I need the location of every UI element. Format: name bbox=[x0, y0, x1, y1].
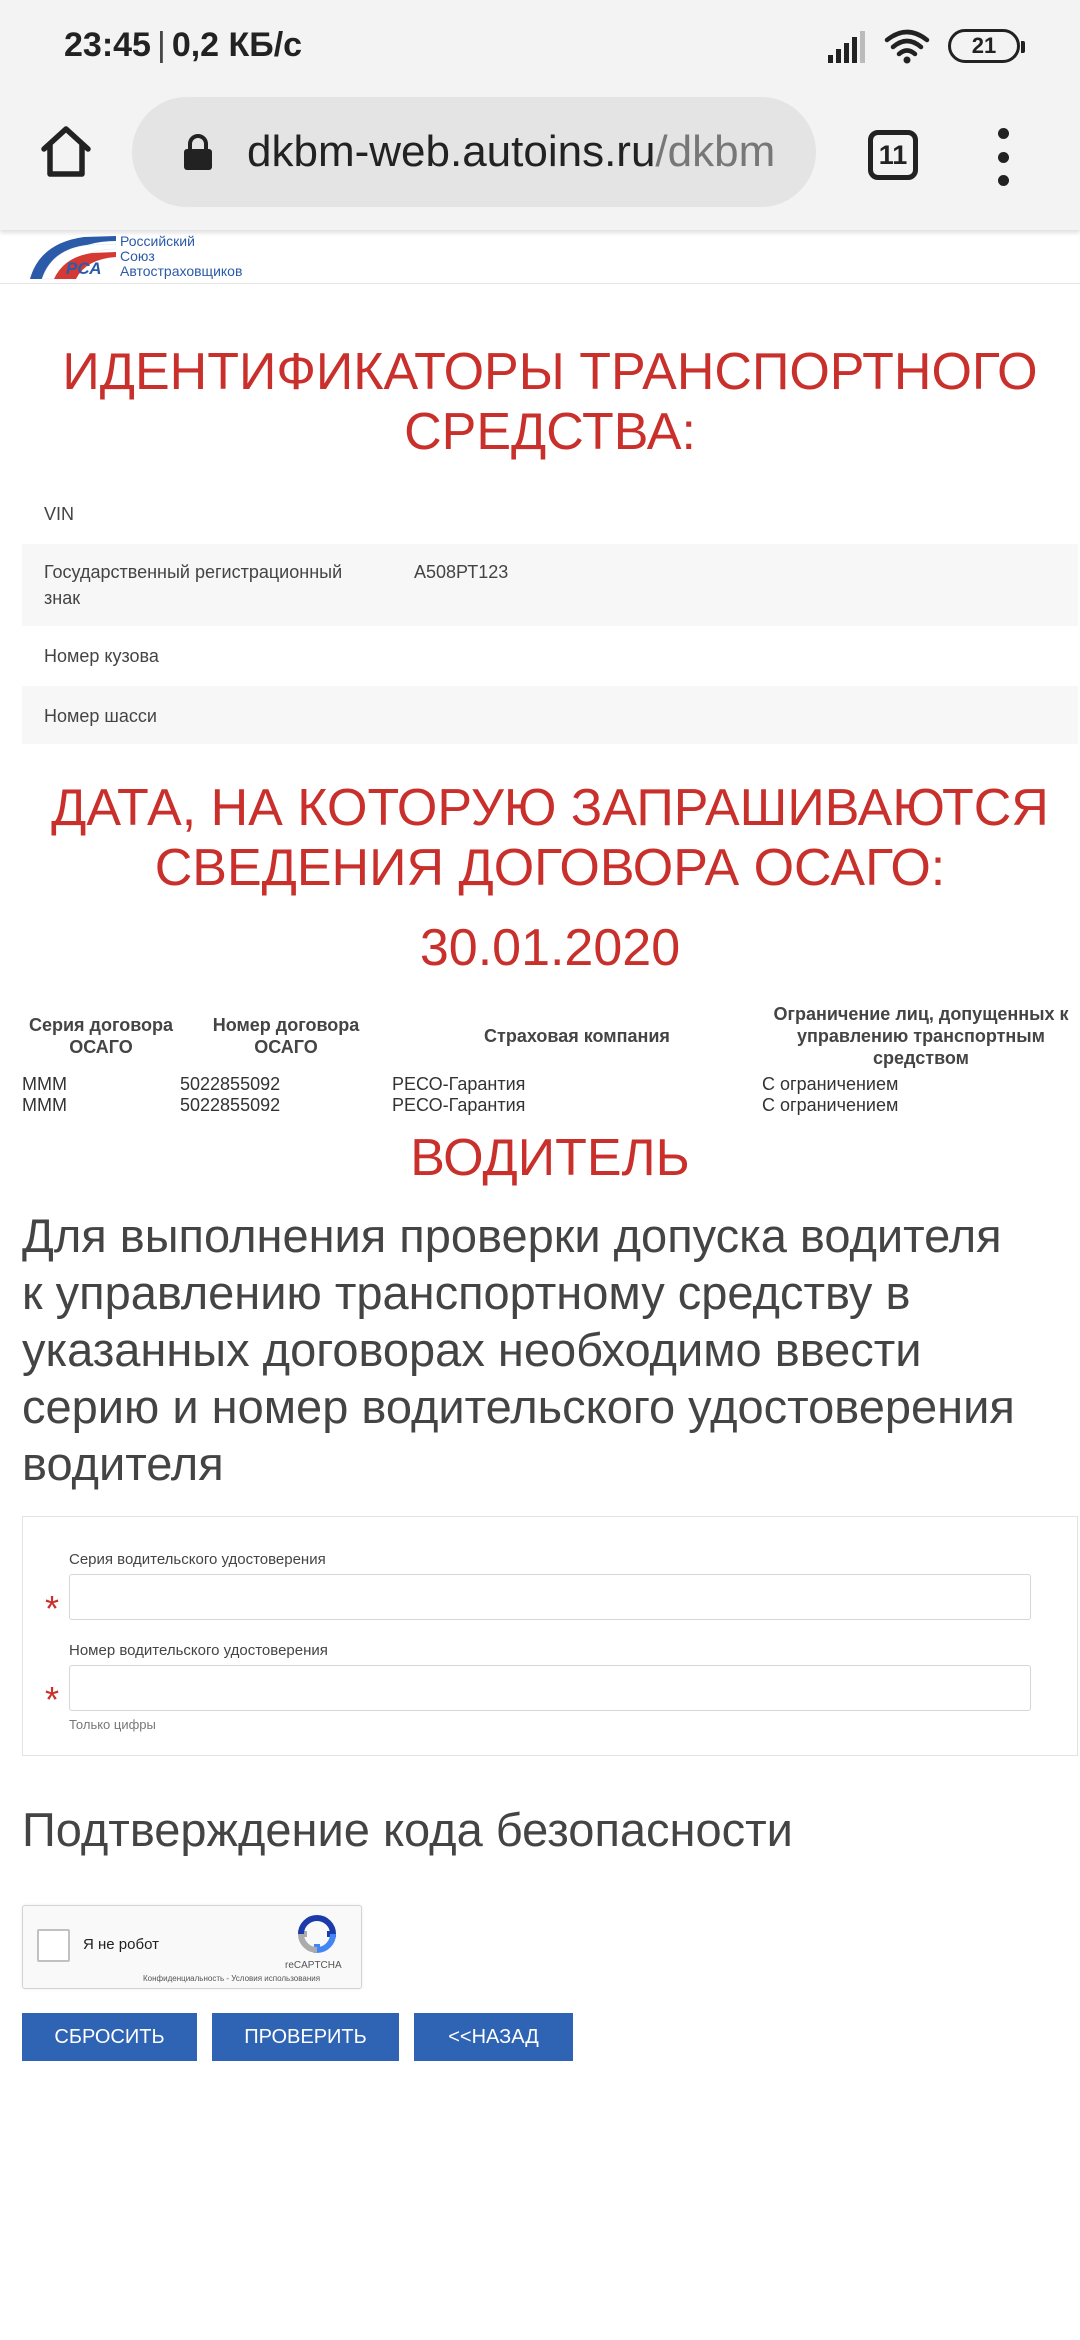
request-date-value: 30.01.2020 bbox=[419, 919, 681, 977]
reset-button[interactable]: СБРОСИТЬ bbox=[22, 2013, 197, 2061]
license-number-input[interactable] bbox=[69, 1665, 1031, 1711]
vehicle-identifiers-heading bbox=[40, 342, 1060, 462]
table-row bbox=[22, 484, 1078, 544]
column-header-series bbox=[22, 998, 180, 1074]
tab-switcher-button[interactable]: 11 bbox=[868, 130, 918, 180]
status-left bbox=[64, 26, 302, 65]
table-row bbox=[22, 1074, 1080, 1095]
driver-instructions-line: Для выполнения проверки допуска водителя bbox=[22, 1209, 1002, 1262]
address-bar[interactable] bbox=[132, 97, 816, 207]
lock-icon bbox=[182, 133, 214, 171]
table-header-row bbox=[22, 998, 1080, 1074]
series-header-line-2: ОСАГО bbox=[69, 1037, 133, 1057]
recaptcha-checkbox[interactable] bbox=[37, 1929, 70, 1962]
table-row bbox=[22, 626, 1078, 686]
recaptcha-icon bbox=[297, 1914, 337, 1954]
contract-company: РЕСО-Гарантия bbox=[392, 1095, 526, 1115]
column-header-number: Номер договора ОСАГО bbox=[212, 1015, 360, 1057]
vin-label: VIN bbox=[44, 504, 75, 524]
status-time: 23:45 bbox=[64, 26, 151, 64]
date-heading-line-2: СВЕДЕНИЯ ДОГОВОРА ОСАГО: bbox=[154, 839, 946, 897]
status-separator: | bbox=[156, 26, 166, 64]
logo-mark-text: РСА bbox=[66, 259, 102, 278]
driver-instructions-line: водителя bbox=[22, 1437, 224, 1490]
vehicle-identifiers-table bbox=[22, 484, 1078, 744]
overflow-menu-icon[interactable] bbox=[985, 128, 1021, 186]
battery-icon: 21 bbox=[948, 29, 1020, 63]
home-icon[interactable] bbox=[36, 122, 96, 182]
table-row bbox=[22, 1095, 1080, 1116]
status-bar bbox=[0, 0, 1080, 90]
license-number-label: Номер водительского удостоверения bbox=[69, 1642, 328, 1659]
column-header-limit bbox=[762, 998, 1080, 1074]
license-series-input[interactable] bbox=[69, 1574, 1031, 1620]
rsa-logo[interactable] bbox=[26, 235, 116, 281]
plate-value: А508РТ123 bbox=[414, 562, 509, 582]
license-number-hint: Только цифры bbox=[69, 1717, 156, 1732]
required-mark: * bbox=[45, 1588, 60, 1629]
body-number-label: Номер кузова bbox=[44, 646, 159, 666]
plate-label-line-1: Государственный регистрационный bbox=[44, 562, 343, 582]
required-mark: * bbox=[45, 1679, 60, 1720]
network-speed: 0,2 КБ/с bbox=[171, 26, 303, 64]
driver-instructions-line: к управлению транспортному средству в bbox=[22, 1266, 911, 1319]
chassis-number-label: Номер шасси bbox=[44, 706, 157, 726]
contract-series: МММ bbox=[22, 1074, 67, 1094]
limit-header-line-2: управлению транспортным bbox=[797, 1026, 1045, 1046]
table-row bbox=[22, 544, 1078, 626]
column-header-company: Страховая компания bbox=[484, 1026, 670, 1046]
contract-number: 5022855092 bbox=[180, 1074, 281, 1094]
vehicle-heading-line-1: ИДЕНТИФИКАТОРЫ ТРАНСПОРТНОГО bbox=[62, 343, 1038, 401]
contract-limit: С ограничением bbox=[762, 1074, 899, 1094]
captcha-heading: Подтверждение кода безопасности bbox=[22, 1803, 793, 1856]
logo-text bbox=[120, 234, 242, 279]
site-header bbox=[0, 232, 1080, 284]
driver-heading: ВОДИТЕЛЬ bbox=[410, 1129, 690, 1187]
signal-icon bbox=[826, 29, 866, 63]
date-heading-line-1: ДАТА, НА КОТОРУЮ ЗАПРАШИВАЮТСЯ bbox=[51, 779, 1049, 837]
contract-series: МММ bbox=[22, 1095, 67, 1115]
vehicle-heading-line-2: СРЕДСТВА: bbox=[404, 403, 696, 461]
driver-instructions-line: указанных договорах необходимо ввести bbox=[22, 1323, 922, 1376]
plate-label-line-2: знак bbox=[44, 588, 81, 608]
request-date-heading bbox=[40, 778, 1060, 898]
contract-limit: С ограничением bbox=[762, 1095, 899, 1115]
license-series-label: Серия водительского удостоверения bbox=[69, 1551, 326, 1568]
logo-line-3: Автостраховщиков bbox=[120, 263, 243, 279]
table-row bbox=[22, 686, 1078, 744]
license-form bbox=[22, 1516, 1078, 1756]
status-icons bbox=[826, 28, 1020, 64]
recaptcha-terms-link[interactable]: Конфиденциальность - Условия использования bbox=[143, 1974, 321, 1983]
url-path: /dkbm bbox=[655, 127, 776, 176]
check-button[interactable]: ПРОВЕРИТЬ bbox=[212, 2013, 399, 2061]
limit-header-line-1: Ограничение лиц, допущенных к bbox=[773, 1004, 1069, 1024]
url-text bbox=[247, 127, 807, 177]
plate-label bbox=[44, 559, 414, 611]
limit-header-line-3: средством bbox=[873, 1048, 969, 1068]
series-header-line-1: Серия договора bbox=[28, 1015, 174, 1035]
contracts-table bbox=[22, 998, 1080, 1116]
url-domain: dkbm-web.autoins.ru bbox=[247, 127, 656, 176]
logo-line-1: Российский bbox=[120, 233, 195, 249]
recaptcha-widget bbox=[22, 1905, 362, 1989]
contract-company: РЕСО-Гарантия bbox=[392, 1074, 526, 1094]
contract-number: 5022855092 bbox=[180, 1095, 281, 1115]
wifi-icon bbox=[884, 28, 930, 64]
recaptcha-label: Я не робот bbox=[83, 1936, 159, 1953]
driver-instructions bbox=[22, 1207, 1080, 1492]
driver-instructions-line: серию и номер водительского удостоверения bbox=[22, 1380, 1015, 1433]
logo-line-2: Союз bbox=[120, 248, 155, 264]
back-button[interactable]: <<НАЗАД bbox=[414, 2013, 573, 2061]
browser-toolbar bbox=[0, 90, 1080, 230]
recaptcha-brand: reCAPTCHA bbox=[285, 1960, 342, 1971]
